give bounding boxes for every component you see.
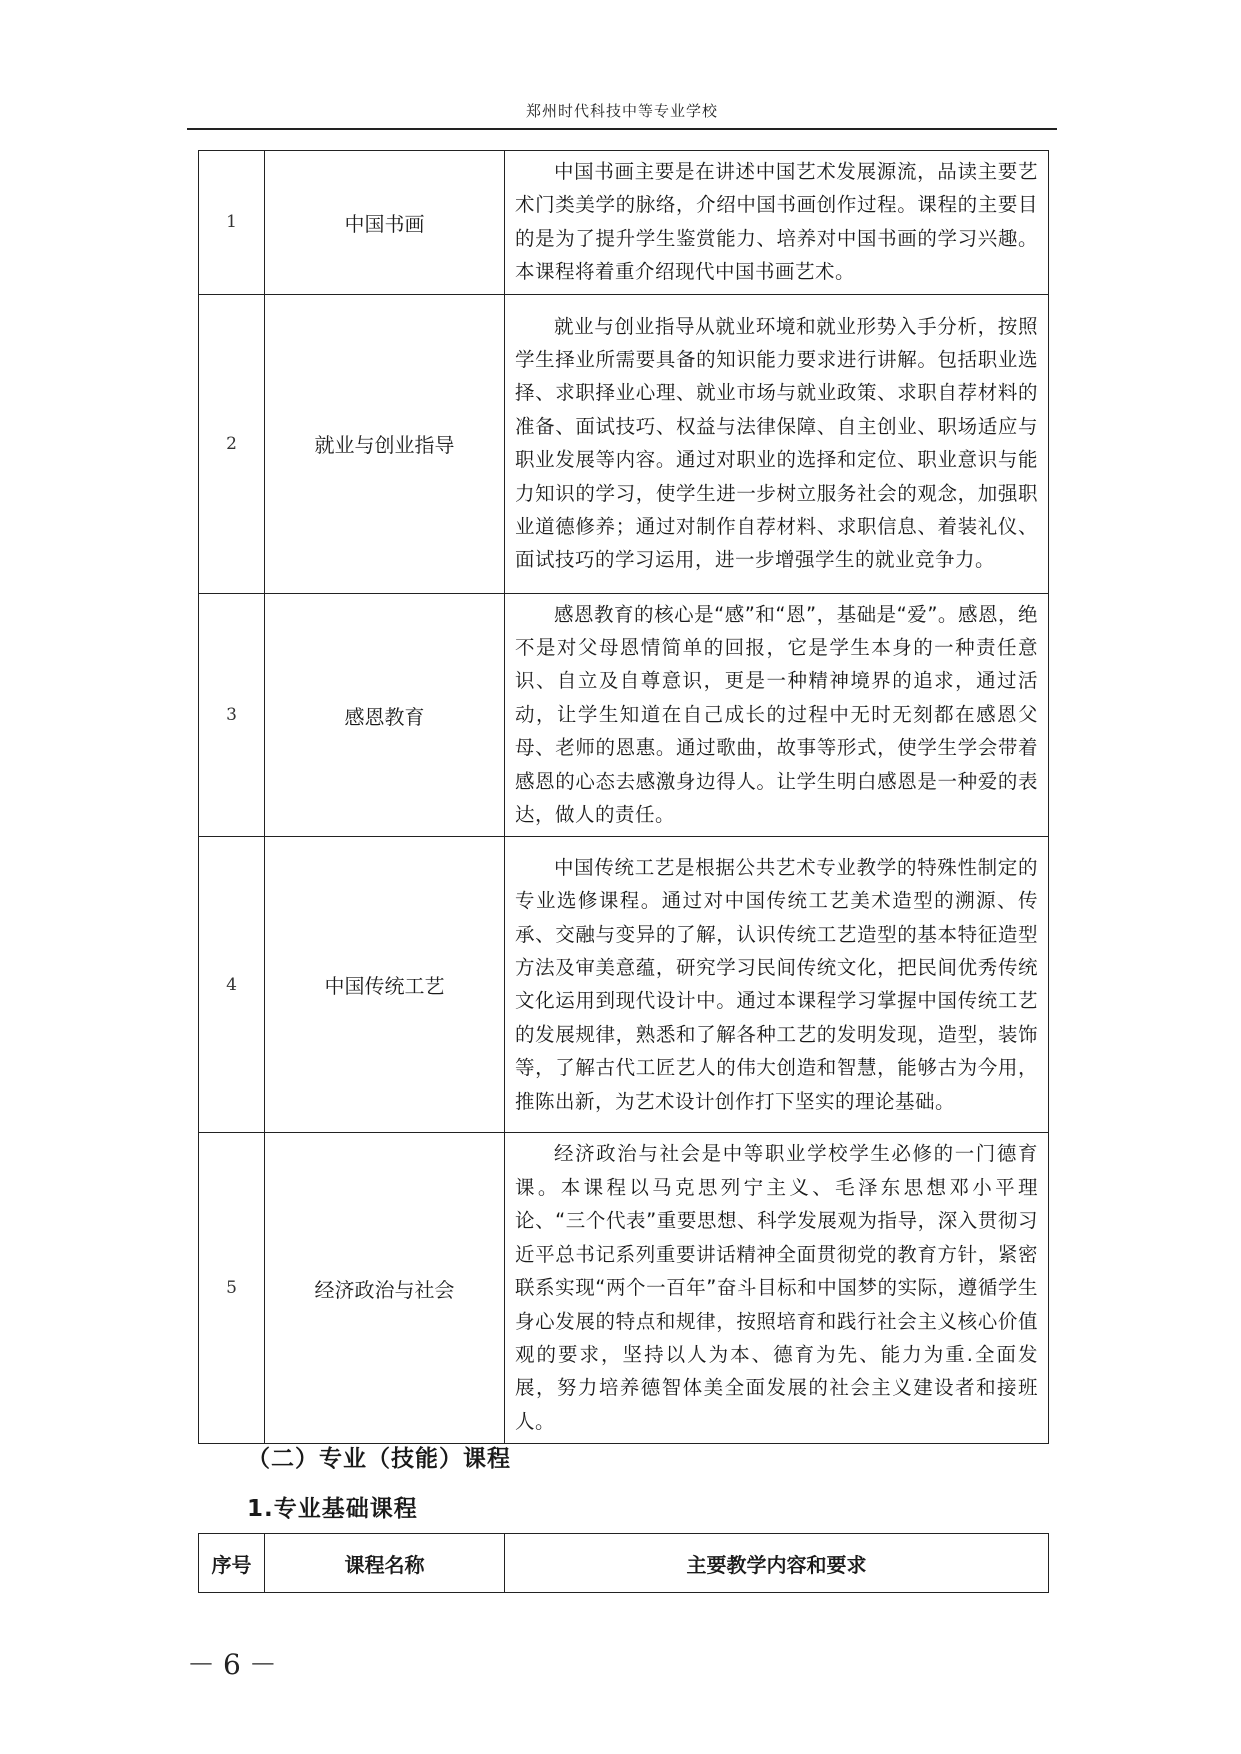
course-number: 3 bbox=[199, 593, 265, 837]
section-title: （二）专业（技能）课程 bbox=[247, 1446, 511, 1472]
course-description: 经济政治与社会是中等职业学校学生必修的一门德育课。本课程以马克思列宁主义、毛泽东思想邓小平理论、“三个代表”重要思想、科学发展观为指导，深入贯彻习近平总书记系列重要讲话精神全面贯彻党的教育方针，紧密联系实现“两个一百年”奋斗目标和中国梦的实际，遵循学生身心发展的特点和规律，按照培育和践行社会主义核心价值观的要求，坚持以人为本、德育为先、能力为重.全面发展，努力培养德智体美全面发展的社会主义建设者和接班人。 bbox=[505, 1133, 1049, 1444]
table-row bbox=[199, 151, 1049, 295]
table-header-row bbox=[199, 1534, 1049, 1593]
course-name: 中国书画 bbox=[265, 151, 505, 295]
course-number: 4 bbox=[199, 837, 265, 1133]
course-name: 经济政治与社会 bbox=[265, 1133, 505, 1444]
course-description: 感恩教育的核心是“感”和“恩”，基础是“爱”。感恩，绝不是对父母恩情简单的回报，它是学生本身的一种责任意识、自立及自尊意识，更是一种精神境界的追求，通过活动，让学生知道在自己成长的过程中无时无刻都在感恩父母、老师的恩惠。通过歌曲，故事等形式，使学生学会带着感恩的心态去感激身边得人。让学生明白感恩是一种爱的表达，做人的责任。 bbox=[505, 593, 1049, 837]
header-rule bbox=[187, 128, 1057, 130]
course-name: 感恩教育 bbox=[265, 593, 505, 837]
course-description: 就业与创业指导从就业环境和就业形势入手分析，按照学生择业所需要具备的知识能力要求进行讲解。包括职业选择、求职择业心理、就业市场与就业政策、求职自荐材料的准备、面试技巧、权益与法律保障、自主创业、职场适应与职业发展等内容。通过对职业的选择和定位、职业意识与能力知识的学习，使学生进一步树立服务社会的观念，加强职业道德修养；通过对制作自荐材料、求职信息、着装礼仪、面试技巧的学习运用，进一步增强学生的就业竞争力。 bbox=[505, 294, 1049, 593]
course-name: 就业与创业指导 bbox=[265, 294, 505, 593]
course-name: 中国传统工艺 bbox=[265, 837, 505, 1133]
course-number: 5 bbox=[199, 1133, 265, 1444]
course-description: 中国传统工艺是根据公共艺术专业教学的特殊性制定的专业选修课程。通过对中国传统工艺美术造型的溯源、传承、交融与变异的了解，认识传统工艺造型的基本特征造型方法及审美意蕴，研究学习民间传统文化，把民间优秀传统文化运用到现代设计中。通过本课程学习掌握中国传统工艺的发展规律，熟悉和了解各种工艺的发明发现，造型，装饰等，了解古代工匠艺人的伟大创造和智慧，能够古为今用，推陈出新，为艺术设计创作打下坚实的理论基础。 bbox=[505, 837, 1049, 1133]
course-table bbox=[198, 150, 1049, 1444]
course-description: 中国书画主要是在讲述中国艺术发展源流，品读主要艺术门类美学的脉络，介绍中国书画创作过程。课程的主要目的是为了提升学生鉴赏能力、培养对中国书画的学习兴趣。本课程将着重介绍现代中国书画艺术。 bbox=[505, 151, 1049, 295]
table-row bbox=[199, 1133, 1049, 1444]
table-row bbox=[199, 294, 1049, 593]
table-row bbox=[199, 837, 1049, 1133]
course-number: 2 bbox=[199, 294, 265, 593]
table-row bbox=[199, 593, 1049, 837]
column-header-number: 序号 bbox=[199, 1534, 265, 1593]
column-header-content: 主要教学内容和要求 bbox=[505, 1534, 1049, 1593]
page-number: －6－ bbox=[187, 1648, 285, 1681]
section-subtitle: 1.专业基础课程 bbox=[247, 1496, 418, 1522]
course-number: 1 bbox=[199, 151, 265, 295]
page-header-school-name: 郑州时代科技中等专业学校 bbox=[525, 102, 718, 120]
column-header-name: 课程名称 bbox=[265, 1534, 505, 1593]
course-header-table bbox=[198, 1533, 1049, 1593]
